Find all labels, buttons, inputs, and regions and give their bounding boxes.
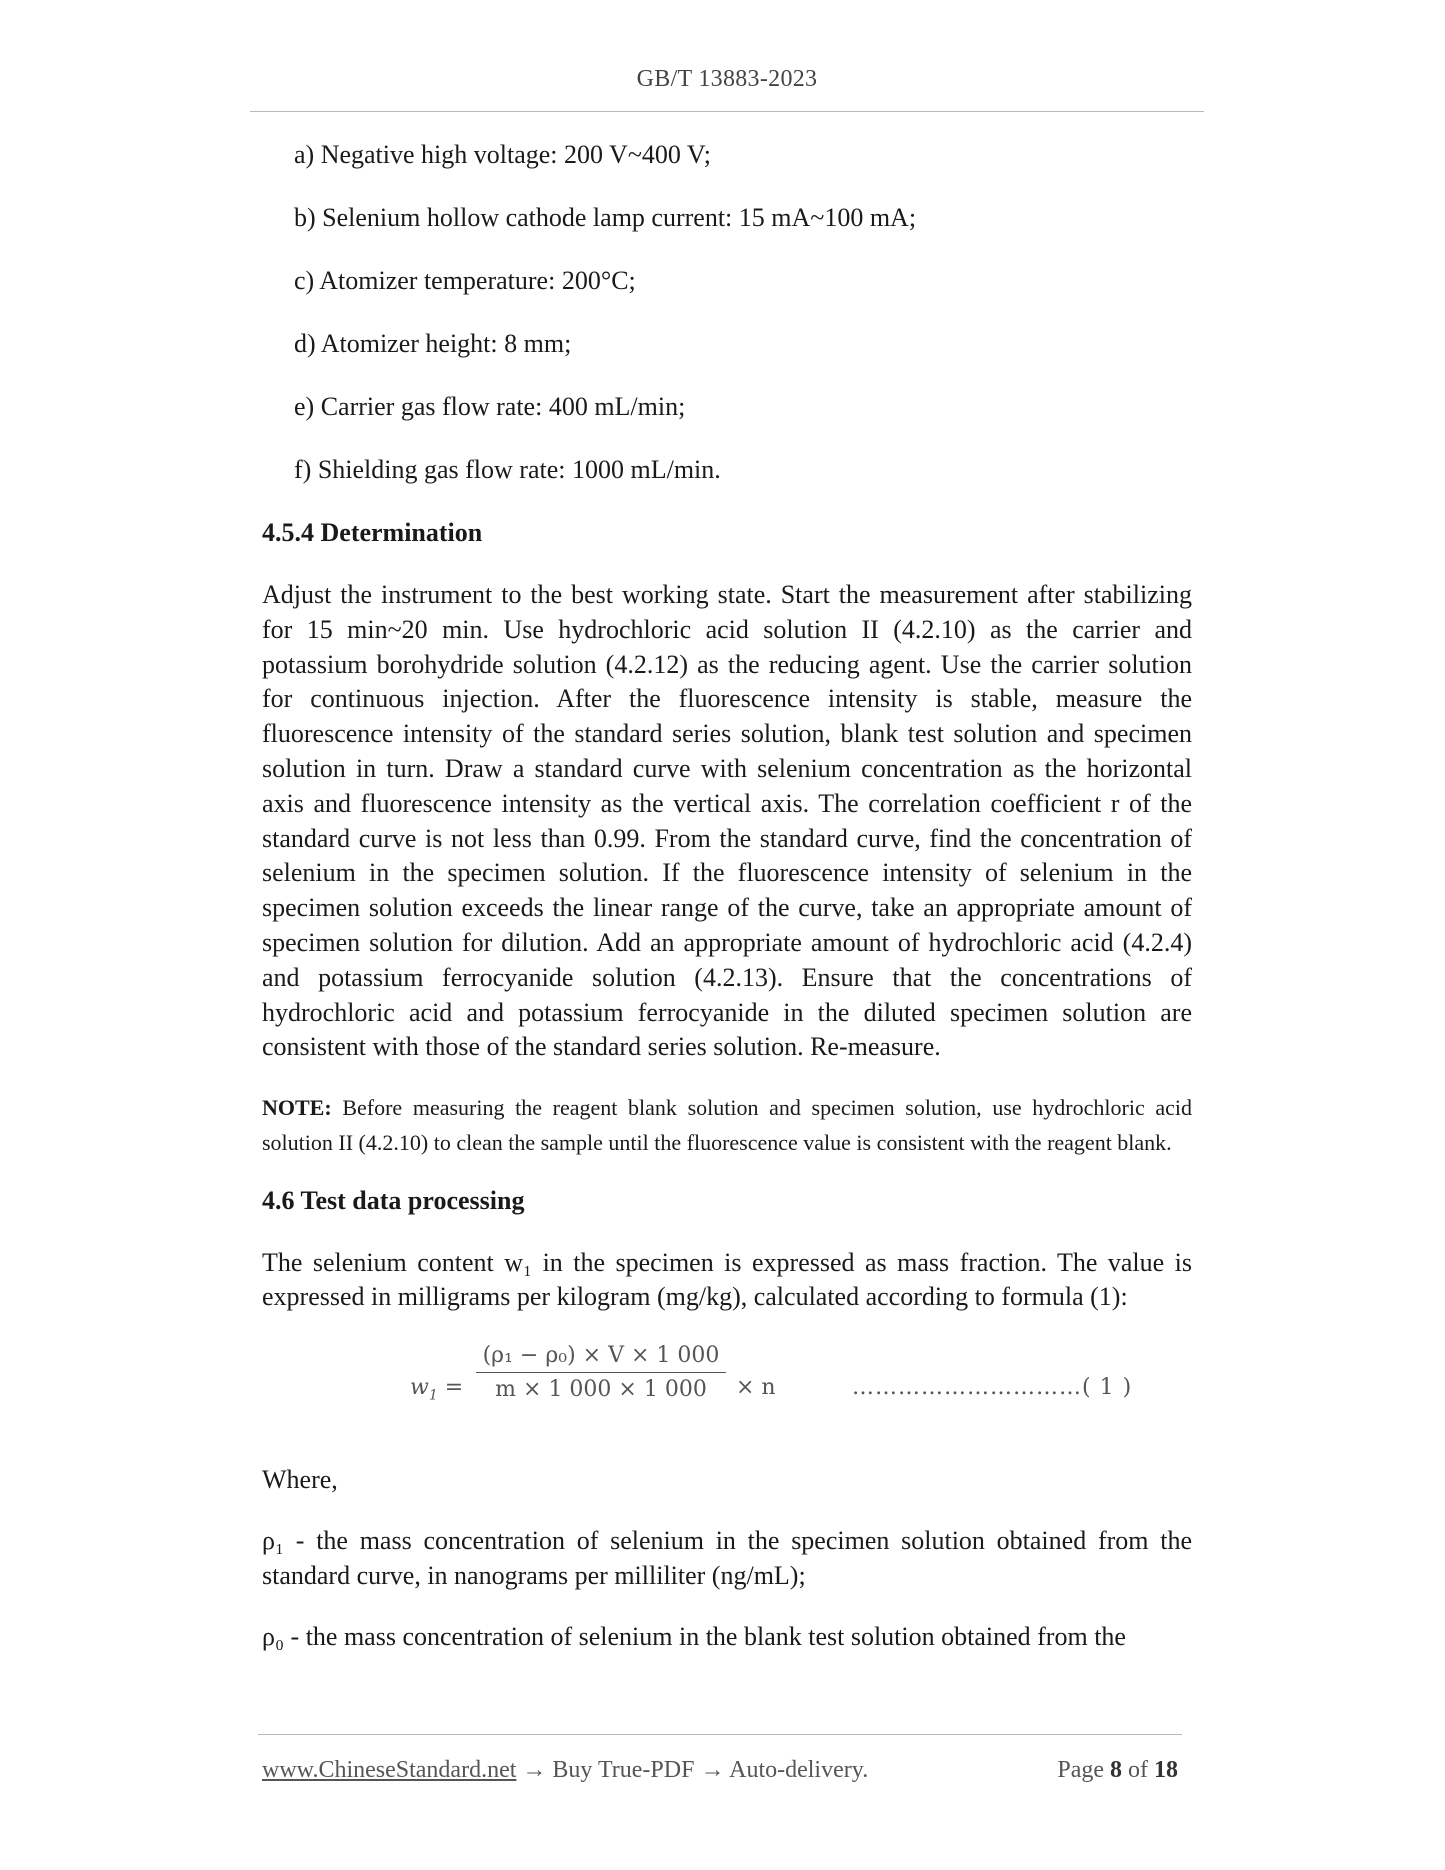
website-link[interactable]: www.ChineseStandard.net: [262, 1757, 517, 1783]
note-paragraph: [262, 1091, 1192, 1160]
formula-denominator: m × 1 000 × 1 000: [495, 1377, 707, 1403]
equation-number: …………………………( 1 ): [852, 1375, 1133, 1401]
page-current: 8: [1110, 1757, 1122, 1783]
page-content: [262, 140, 1192, 1680]
formula-lhs-subscript: 1: [428, 1387, 438, 1404]
list-item: d) Atomizer height: 8 mm;: [294, 329, 572, 358]
section-heading-test-data: 4.6 Test data processing: [262, 1185, 525, 1215]
formula-multiplier: × n: [736, 1375, 776, 1401]
parameter-list: [262, 140, 1192, 485]
where-label: Where,: [262, 1465, 338, 1495]
note-label: NOTE:: [262, 1095, 332, 1121]
formula-numerator: (ρ₁ − ρ₀) × V × 1 000: [482, 1343, 720, 1369]
determination-paragraph: Adjust the instrument to the best working state. Start the measurement after stabilizing for 15 min~20 min. Use hydrochloric acid solution II (4.2.10) as the carrier and potassium borohydride solution (4.2.12) as the reducing agent. Use the carrier solution for continuous injection. After the fluorescence intensity is stable, measure the fluorescence intensity of the standard series solution, blank test solution and specimen solution in turn. Draw a standard curve with selenium concentration as the horizontal axis and fluorescence intensity as the vertical axis. The correlation coefficient r of the standard curve is not less than 0.99. From the standard curve, find the concentration of selenium in the specimen solution. If the fluorescence intensity of selenium in the specimen solution exceeds the linear range of the curve, take an appropriate amount of specimen solution for dilution. Add an appropriate amount of hydrochloric acid (4.2.4) and potassium ferrocyanide solution (4.2.13). Ensure that the concentrations of hydrochloric acid and potassium ferrocyanide in the diluted specimen solution are consistent with those of the standard series solution. Re-measure.: [262, 580, 1192, 1062]
formula-fraction: [476, 1343, 726, 1402]
list-item: c) Atomizer temperature: 200°C;: [294, 266, 636, 295]
page-total: 18: [1154, 1757, 1178, 1783]
standard-code: GB/T 13883-2023: [636, 66, 818, 92]
formula-lhs-symbol: w: [410, 1375, 429, 1401]
page-footer: [258, 1734, 1182, 1795]
footer-tail: → Buy True-PDF → Auto-delivery.: [516, 1757, 869, 1783]
definition-rho0: ρ₀ - the mass concentration of selenium in the blank test solution obtained from the: [262, 1621, 1126, 1651]
list-item: e) Carrier gas flow rate: 400 mL/min;: [294, 392, 686, 421]
formula-1: [262, 1341, 1192, 1431]
section-heading-determination: 4.5.4 Determination: [262, 518, 483, 547]
page-number: [1057, 1757, 1178, 1784]
test-data-paragraph: The selenium content w₁ in the specimen is expressed as mass fraction. The value is expressed in milligrams per kilogram (mg/kg), calculated according to formula (1):: [262, 1247, 1192, 1312]
list-item: b) Selenium hollow cathode lamp current: 15 mA~100 mA;: [294, 203, 917, 232]
page-of: of: [1128, 1757, 1148, 1783]
fraction-bar: [476, 1372, 726, 1373]
page-label: Page: [1057, 1757, 1104, 1783]
list-item: f) Shielding gas flow rate: 1000 mL/min.: [294, 455, 721, 484]
page-header: [250, 62, 1204, 112]
formula-lhs: $w_1$ =: [410, 1375, 464, 1404]
definition-rho1: ρ₁ - the mass concentration of selenium in the specimen solution obtained from the standard curve, in nanograms per milliliter (ng/mL);: [262, 1525, 1192, 1590]
footer-promo: [262, 1757, 868, 1784]
note-text: Before measuring the reagent blank solution and specimen solution, use hydrochloric acid solution II (4.2.10) to clean the sample until the fluorescence value is consistent with the reagent blank.: [262, 1095, 1192, 1155]
list-item: a) Negative high voltage: 200 V~400 V;: [294, 140, 711, 169]
